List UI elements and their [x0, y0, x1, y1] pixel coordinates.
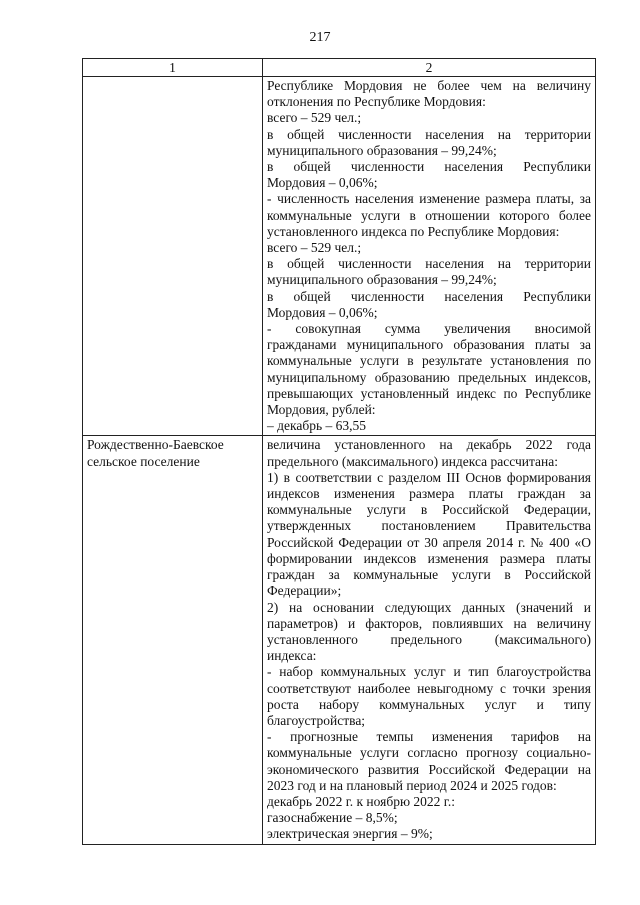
description-text-line: - прогнозные темпы изменения тарифов на [267, 729, 591, 745]
description-text-line: всего – 529 чел.; [267, 240, 362, 256]
column-header-2: 2 [263, 59, 596, 77]
description-text-line: величина установленного на декабрь 2022 года [267, 437, 591, 453]
description-text-line: граждан за коммунальные услуги в Российской [267, 567, 591, 583]
description-text-line: предельного (максимального) индекса рассчитана: [267, 453, 559, 469]
description-text-line: отклонения по Республике Мордовия: [267, 94, 486, 110]
description-text-line: превышающих установленный индекс по Республике [267, 385, 591, 401]
description-text-line: в общей численности населения на территории [267, 256, 591, 272]
description-text-line: - совокупная сумма увеличения вносимой [267, 321, 591, 337]
page-number: 217 [309, 30, 331, 45]
description-text-line: Мордовия – 0,06%; [267, 304, 378, 320]
column-header-1: 1 [83, 59, 263, 77]
description-text-line: утвержденных постановлением Правительства [267, 518, 591, 534]
row-subject-cell [83, 436, 263, 844]
description-text-line: - набор коммунальных услуг и тип благоустройства [267, 664, 591, 680]
description-text-line: газоснабжение – 8,5%; [267, 810, 398, 826]
row-description-cell [263, 77, 596, 436]
description-text-line: роста набору коммунальных услуг и типу [267, 696, 591, 712]
subject-text-line: Рождественно-Баевское [87, 437, 224, 453]
description-text-line: муниципального образования – 99,24%; [267, 142, 497, 158]
description-text-line: формировании индексов изменения размера платы [267, 550, 591, 566]
table-row [83, 77, 596, 436]
description-text-line: коммунальные услуги в результате установления по [267, 353, 591, 369]
row-subject-cell [83, 77, 263, 436]
description-text-line: экономического развития Российской Федерации на [267, 761, 591, 777]
description-text-line: Республике Мордовия не более чем на величину [267, 78, 591, 93]
description-text-line: Мордовия – 0,06%; [267, 175, 378, 191]
description-text-line: параметров) и факторов, повлиявших на величину [267, 615, 591, 631]
description-text-line: Мордовия, рублей: [267, 402, 376, 418]
description-text-line: коммунальные услуги в Российской Федерации, [267, 502, 591, 518]
description-text-line: – декабрь – 63,55 [267, 418, 366, 434]
description-text-line: коммунальные услуги согласно прогнозу социально- [267, 745, 591, 761]
description-text-line: 2023 год и на плановый период 2024 и 2025 годов: [267, 777, 557, 793]
description-text-line: 2) на основании следующих данных (значений и [267, 599, 591, 615]
description-text-line: Российской Федерации от 30 апреля 2014 г. № 400 «О [267, 534, 591, 550]
document-table [82, 58, 596, 845]
description-text-line: благоустройства; [267, 712, 366, 728]
description-text-line: Федерации»; [267, 583, 342, 599]
table-row [83, 436, 596, 844]
description-text-line: индексов изменения размера платы граждан за [267, 486, 591, 502]
description-text-line: декабрь 2022 г. к ноябрю 2022 г.: [267, 793, 455, 809]
description-text-line: установленного индекса по Республике Мордовия: [267, 223, 560, 239]
description-text-line: коммунальные услуги в отношении которого более [267, 207, 591, 223]
description-text-line: гражданами муниципального образования платы за [267, 337, 591, 353]
description-text-line: установленного предельного (максимального) [267, 631, 591, 647]
description-text-line: в общей численности населения Республики [267, 159, 591, 175]
description-text-line: всего – 529 чел.; [267, 110, 362, 126]
description-text-line: электрическая энергия – 9%; [267, 826, 433, 842]
description-text-line: - численность населения изменение размера платы, за [267, 191, 591, 207]
description-text-line: 1) в соответствии с разделом III Основ формирования [267, 469, 591, 485]
description-text-line: муниципальному образованию предельных индексов, [267, 369, 591, 385]
description-text-line: в общей численности населения на территории [267, 126, 591, 142]
description-text-line: соответствуют наиболее невыгодному с точки зрения [267, 680, 591, 696]
description-text-line: муниципального образования – 99,24%; [267, 272, 497, 288]
row-description-cell [263, 436, 596, 844]
description-text-line: индекса: [267, 648, 317, 664]
subject-text-line: сельское поселение [87, 453, 200, 469]
description-text-line: в общей численности населения Республики [267, 288, 591, 304]
table-header-row [83, 59, 596, 77]
